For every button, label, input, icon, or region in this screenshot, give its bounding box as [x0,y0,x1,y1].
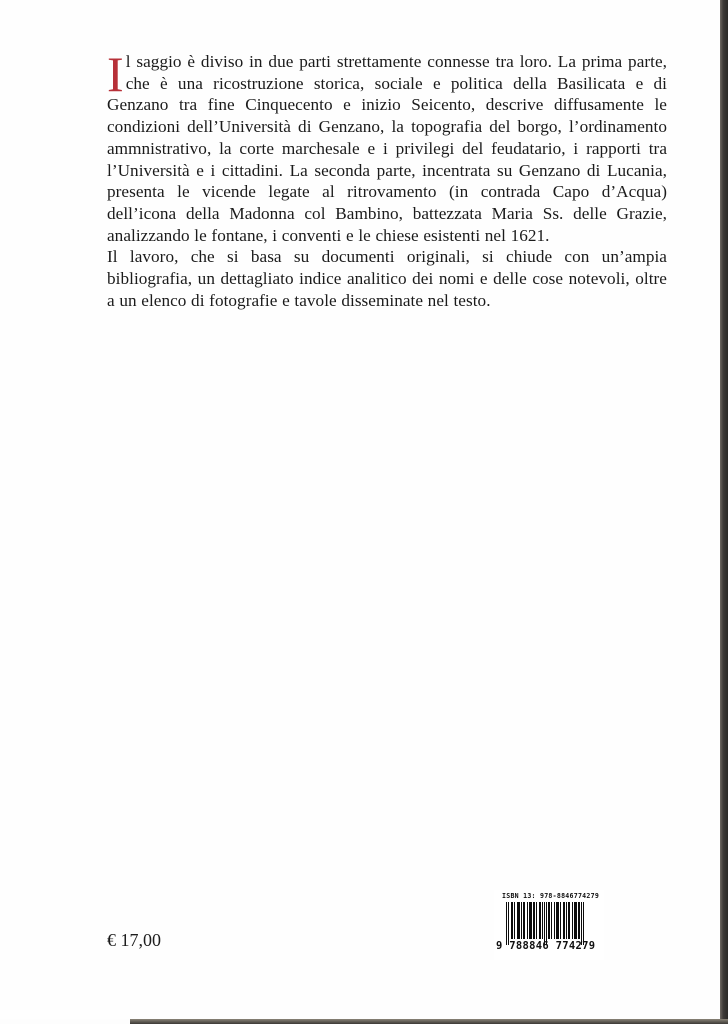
isbn-label: ISBN 13: 978-8846774279 [502,892,600,900]
price-label: € 17,00 [107,930,161,950]
blurb-paragraph-1 [107,46,667,246]
isbn-barcode [494,890,604,960]
blurb-paragraph-1-text: l saggio è diviso in due parti strettamente connesse tra loro. La prima parte, che è una ricostruzione storica, sociale e politica della Basilicata e di Genzano tra fine Cinquecento e inizio Seicento, descrive diffusamente le condizioni dell’Università di Genzano, la topografia del borgo, l’ordinamento ammnistrativo, la corte marchesale e i privilegi del feudatario, i rapporti tra l’Università e i cittadini. La seconda parte, incentrata su Genzano di Lucania, presenta le vicende legate al ritrovamento (in contrada Capo d’Acqua) dell’icona della Madonna col Bambino, battezzata Maria Ss. delle Grazie, analizzando le fontane, i conventi e le chiese esistenti nel 1621. [107,52,667,245]
cover-edge-shadow-right [720,0,728,1024]
cover-edge-shadow-bottom [130,1019,728,1024]
blurb-paragraph-2: Il lavoro, che si basa su documenti originali, si chiude con un’ampia bibliografia, un dettagliato indice analitico dei nomi e delle cose notevoli, oltre a un elenco di fotografie e tavole disseminate nel testo. [107,247,667,310]
drop-cap: I [107,46,124,102]
barcode-icon [506,902,594,942]
barcode-digits: 9 788846 774279 [496,940,596,952]
blurb-text [107,46,667,311]
